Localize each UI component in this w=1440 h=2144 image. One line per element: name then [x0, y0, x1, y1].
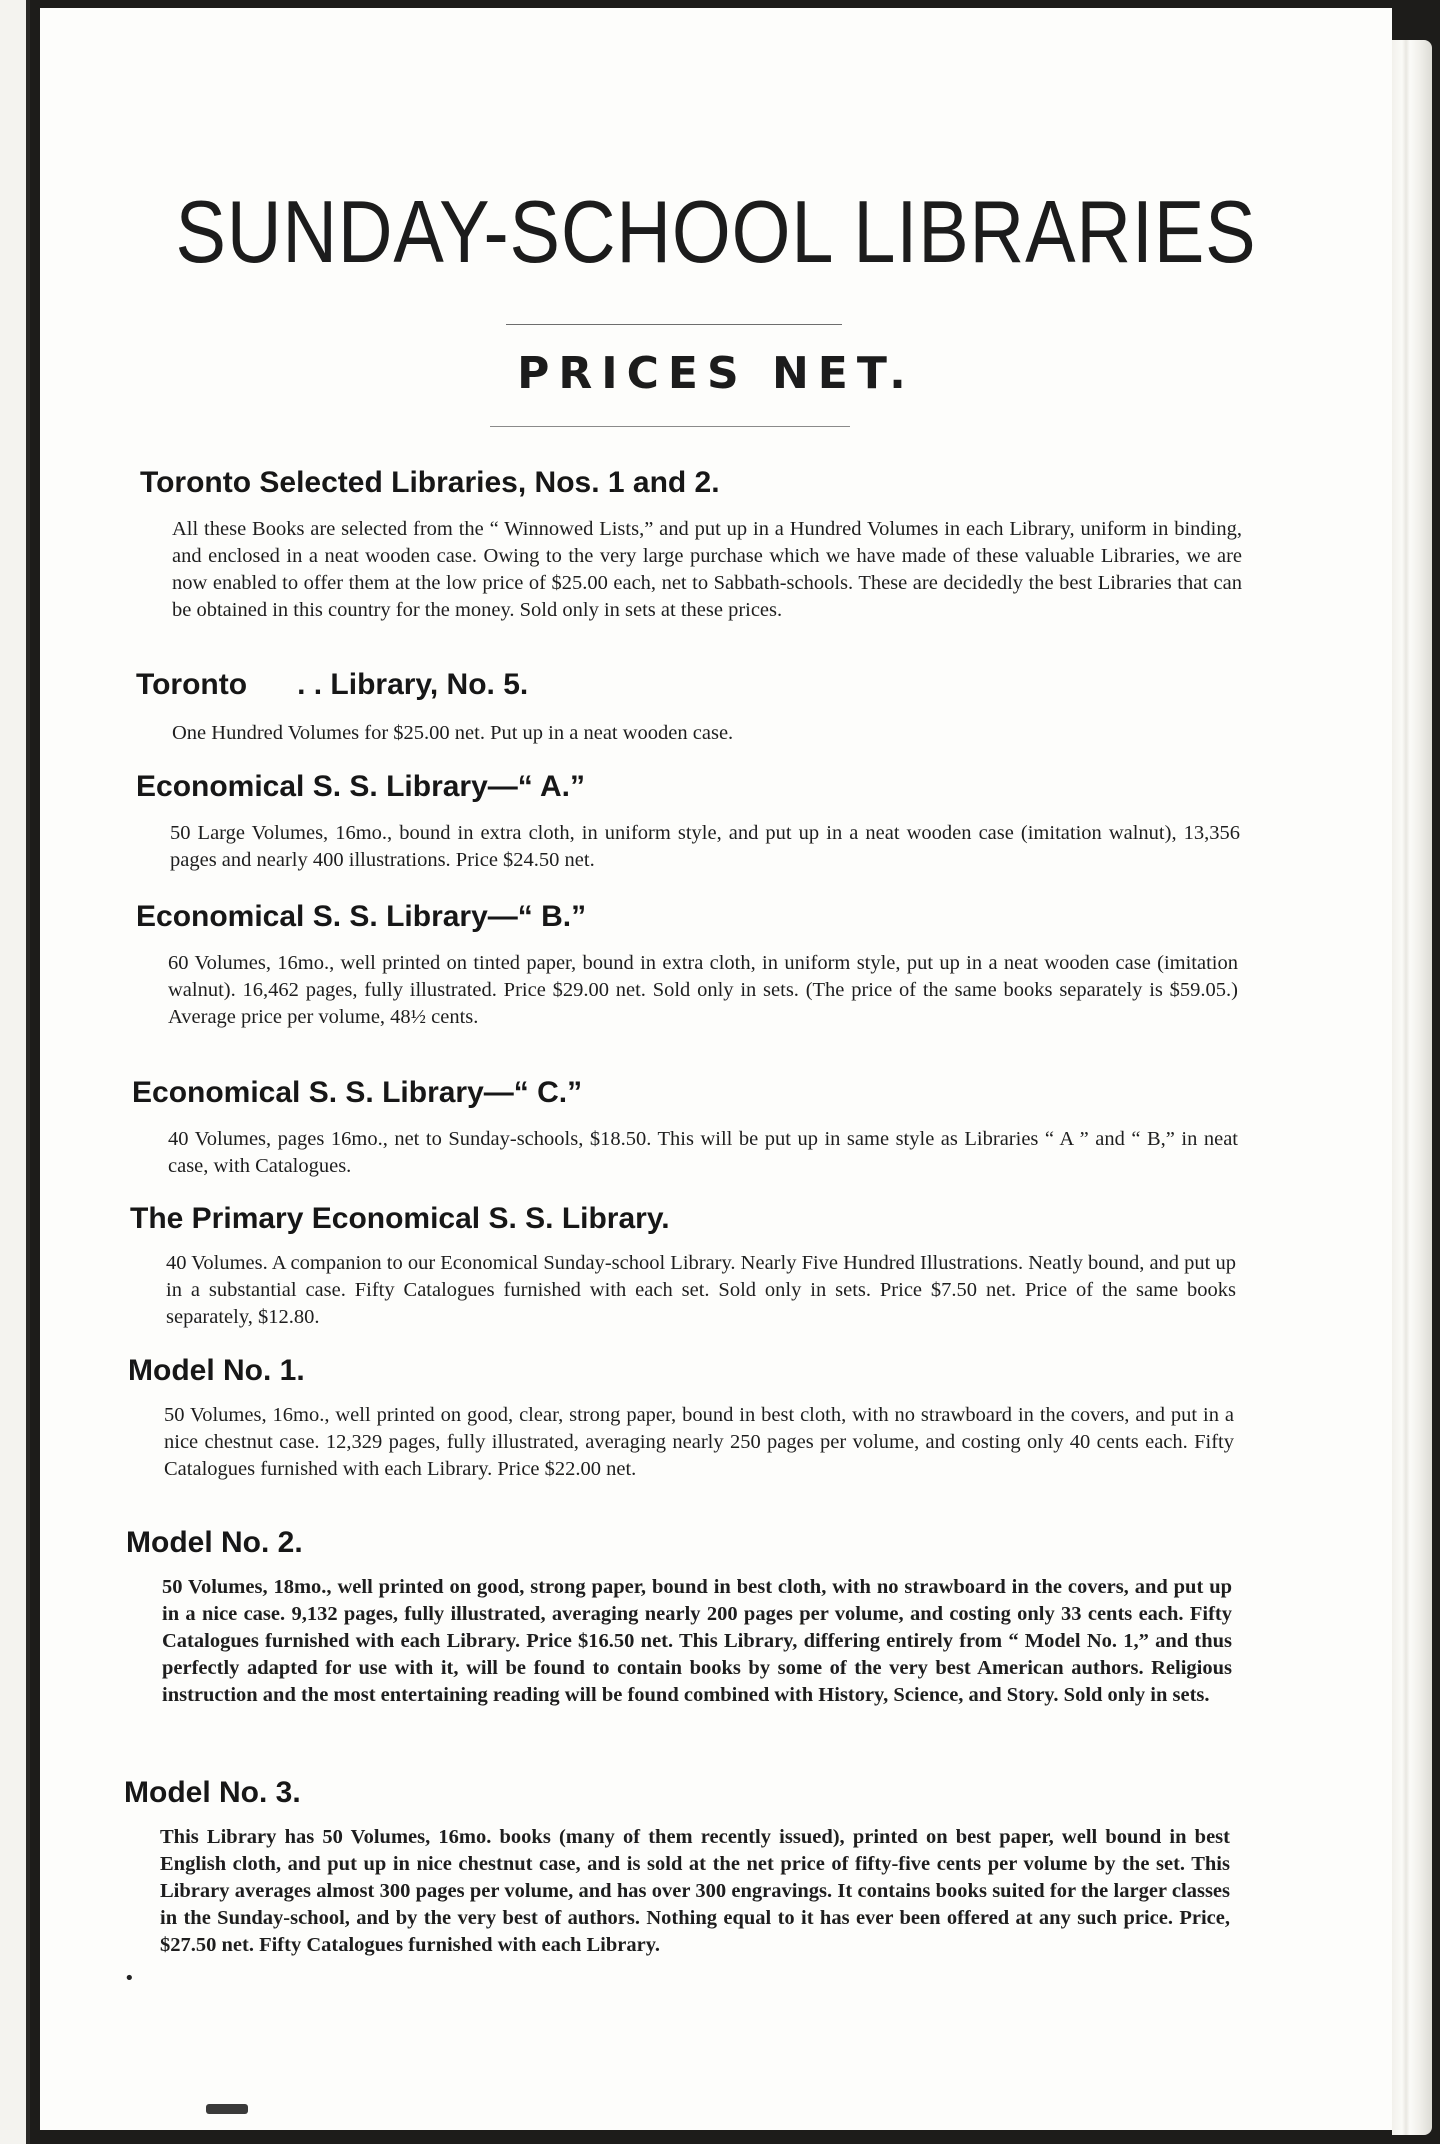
page-subtitle: PRICES NET. — [517, 348, 915, 399]
section-heading: Economical S. S. Library—“ C.” — [132, 1076, 583, 1109]
section-heading: Economical S. S. Library—“ B.” — [136, 900, 587, 933]
library-listings — [40, 8, 1392, 2130]
section-heading: Toronto Selected Libraries, Nos. 1 and 2. — [140, 466, 720, 499]
section-heading: Toronto . . Library, No. 5. — [136, 668, 529, 701]
page-stack-edges — [1392, 40, 1432, 2135]
section-body: 40 Volumes, pages 16mo., net to Sunday-schools, $18.50. This will be put up in same style as Libraries “ A ” and “ B,” in neat case, with Catalogues. — [168, 1128, 1238, 1177]
previous-page-edge — [0, 0, 30, 2144]
section-heading: Model No. 1. — [128, 1354, 305, 1387]
section-body: 50 Volumes, 16mo., well printed on good, clear, strong paper, bound in best cloth, with no strawboard in the covers, and put in a nice chestnut case. 12,329 pages, fully illustrated, averaging nearly 250 pages per volume, and costing only 40 cents each. Fifty Catalogues furnished with each Library. Price $22.00 net. — [164, 1404, 1234, 1480]
section-body: 50 Volumes, 18mo., well printed on good, strong paper, bound in best cloth, with no strawboard in the covers, and put up in a nice case. 9,132 pages, fully illustrated, averaging nearly 200 pages per volume, and costing only 33 cents each. Fifty Catalogues furnished with each Library. Price $16.50 net. This Library, differing entirely from “ Model No. 1,” and thus perfectly adapted for use with it, will be found to contain books by some of the very best American authors. Religious instruction and the most entertaining reading will be found combined with History, Science, and Story. Sold only in sets. — [162, 1576, 1232, 1706]
section-body: 40 Volumes. A companion to our Economical Sunday-school Library. Nearly Five Hundred Illustrations. Neatly bound, and put up in a substantial case. Fifty Catalogues furnished with each set. Sold only in sets. Price $7.50 net. Price of the same books separately, $12.80. — [166, 1252, 1237, 1328]
section-body: 50 Large Volumes, 16mo., bound in extra cloth, in uniform style, and put up in a neat wooden case (imitation walnut), 13,356 pages and nearly 400 illustrations. Price $24.50 net. — [170, 822, 1240, 871]
section-body: 60 Volumes, 16mo., well printed on tinted paper, bound in extra cloth, in uniform style, put up in a neat wooden case (imitation walnut). 16,462 pages, fully illustrated. Price $29.00 net. Sold only in sets. (The price of the same books separately is $59.05.) Average price per volume, 48½ cents. — [168, 952, 1238, 1028]
section-heading: Economical S. S. Library—“ A.” — [136, 770, 586, 803]
section-heading: Model No. 2. — [126, 1526, 303, 1559]
section-heading: The Primary Economical S. S. Library. — [130, 1202, 670, 1235]
stray-ink-mark — [206, 2104, 248, 2114]
section-body: One Hundred Volumes for $25.00 net. Put up in a neat wooden case. — [172, 722, 734, 744]
ornament-mark: • — [124, 1968, 135, 1989]
section-body: All these Books are selected from the “ Winnowed Lists,” and put up in a Hundred Volumes in each Library, uniform in binding, and enclosed in a neat wooden case. Owing to the very large purchase which we have made of these valuable Libraries, we are now enabled to offer them at the low price of $25.00 each, net to Sabbath-schools. These are decidedly the best Libraries that can be obtained in this country for the money. Sold only in sets at these prices. — [172, 518, 1242, 621]
section-body: This Library has 50 Volumes, 16mo. books (many of them recently issued), printed on best paper, well bound in best English cloth, and put up in nice chestnut case, and is sold at the net price of fifty-five cents per volume by the set. This Library averages almost 300 pages per volume, and has over 300 engravings. It contains books suited for the larger classes in the Sunday-school, and by the very best of authors. Nothing equal to it has ever been offered at any such price. Price, $27.50 net. Fifty Catalogues furnished with each Library. — [160, 1826, 1230, 1956]
document-page — [40, 8, 1392, 2130]
section-heading: Model No. 3. — [124, 1776, 301, 1809]
page-title: SUNDAY-SCHOOL LIBRARIES — [175, 182, 1257, 281]
